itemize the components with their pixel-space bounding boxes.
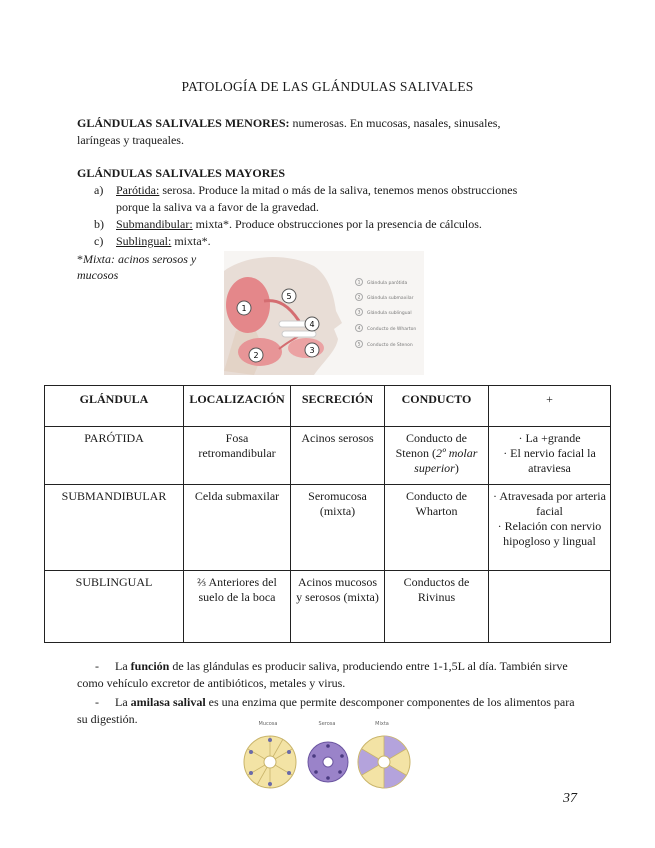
mayores-heading-text: GLÁNDULAS SALIVALES MAYORES (77, 166, 286, 180)
glands-table (44, 385, 611, 643)
cell-conducto: Conductos de Rivinus (385, 571, 489, 643)
bullet-bold: función (130, 659, 170, 673)
acini-figure (240, 716, 416, 792)
list-item (94, 233, 564, 250)
legend-label: Conducto de Wharton (367, 327, 417, 332)
bullet-pre: La (115, 695, 131, 709)
page-number: 37 (563, 791, 577, 806)
table-row (45, 427, 611, 485)
acini-illustration (240, 716, 416, 792)
conducto-text: Conducto de Stenon ( (395, 431, 467, 460)
cell-localizacion: Fosa retromandibular (184, 427, 291, 485)
anatomy-illustration (224, 251, 424, 375)
extra-line: · Relación con nervio hipogloso y lingual (497, 519, 602, 548)
item-name: Parótida: (116, 183, 160, 197)
conducto-italic: 2º molar superior (414, 446, 478, 475)
cell-secrecion: Acinos mucosos y serosos (mixta) (291, 571, 385, 643)
bullet-pre: La (115, 659, 131, 673)
table-row (45, 485, 611, 571)
cell-localizacion: Celda submaxilar (184, 485, 291, 571)
note-line-1: Mixta: acinos serosos y (83, 252, 197, 266)
figure-number: 1 (241, 304, 247, 313)
list-item (77, 658, 577, 692)
cell-conducto (385, 427, 489, 485)
item-text: serosa. Produce la mitad o más de la saliva, tenemos menos obstrucciones (159, 183, 518, 197)
table-row (45, 571, 611, 643)
legend-label: Conducto de Stenon (367, 343, 413, 348)
bullet-post: es una enzima que permite descomponer componentes de los (205, 695, 502, 709)
legend-number: 3 (357, 310, 361, 316)
bullet-cont: alimentos para su digestión. (77, 695, 575, 726)
header-glandula: GLÁNDULA (45, 386, 184, 427)
item-text: mixta*. (171, 234, 211, 248)
mayores-list (94, 182, 564, 250)
extra-line: · La +grande (518, 431, 581, 445)
menores-paragraph (77, 115, 557, 149)
figure-number: 2 (253, 351, 259, 360)
list-marker: a) (94, 183, 104, 197)
cell-localizacion: ⅔ Anteriores del suelo de la boca (184, 571, 291, 643)
bullet-bold: amilasa salival (130, 695, 206, 709)
note-line-2: mucosos (77, 268, 119, 282)
list-marker: c) (94, 234, 104, 248)
cell-glandula: SUBLINGUAL (45, 571, 184, 643)
header-localizacion: LOCALIZACIÓN (184, 386, 291, 427)
extra-line: · El nervio facial la atraviesa (503, 446, 596, 475)
item-text-2: porque la saliva va a favor de la gravedad. (116, 200, 319, 214)
legend-number: 1 (357, 280, 361, 286)
salivary-glands-figure (224, 251, 424, 375)
cell-glandula: SUBMANDIBULAR (45, 485, 184, 571)
menores-heading: GLÁNDULAS SALIVALES MENORES: (77, 116, 290, 130)
menores-text: numerosas. En mucosas, nasales, sinusales, (289, 116, 501, 130)
header-extra: + (489, 386, 611, 427)
mayores-heading (77, 165, 557, 182)
header-secrecion: SECRECIÓN (291, 386, 385, 427)
figure-number: 5 (286, 292, 292, 301)
table-header-row (45, 386, 611, 427)
cell-extra (489, 485, 611, 571)
figure-number: 3 (309, 346, 315, 355)
item-name: Submandibular: (116, 217, 193, 231)
cell-conducto: Conducto de Wharton (385, 485, 489, 571)
bullet-marker: - (95, 695, 99, 709)
bullet-post: de las glándulas es producir saliva, produciendo entre 1-1,5L al día. También (169, 659, 542, 673)
list-item (94, 216, 564, 233)
bullet-cont: sirve como vehículo excretor de antibióticos, metales y virus. (77, 659, 568, 690)
item-text: mixta*. Produce obstrucciones por la presencia de cálculos. (192, 217, 482, 231)
mixta-note (77, 251, 217, 283)
acini-label: Mixta (375, 721, 389, 727)
header-conducto: CONDUCTO (385, 386, 489, 427)
bullet-marker: - (95, 659, 99, 673)
legend-label: Glándula sublingual (367, 311, 412, 316)
legend-number: 2 (357, 295, 361, 301)
cell-secrecion: Seromucosa (mixta) (291, 485, 385, 571)
page-title: PATOLOGÍA DE LAS GLÁNDULAS SALIVALES (181, 79, 474, 94)
legend-label: Glándula submaxilar (367, 296, 414, 301)
note-star: * (77, 252, 83, 266)
list-item (94, 182, 564, 216)
legend-label: Glándula parótida (367, 281, 408, 286)
cell-extra (489, 427, 611, 485)
cell-extra (489, 571, 611, 643)
item-name: Sublingual: (116, 234, 172, 248)
figure-number: 4 (309, 320, 315, 329)
conducto-end: ) (454, 461, 459, 475)
menores-text-2: laríngeas y traqueales. (77, 133, 184, 147)
cell-secrecion: Acinos serosos (291, 427, 385, 485)
extra-line: · Atravesada por arteria facial (493, 489, 606, 518)
legend-number: 4 (357, 326, 361, 332)
list-marker: b) (94, 217, 104, 231)
acini-label: Serosa (318, 721, 336, 727)
legend-number: 5 (357, 342, 361, 348)
cell-glandula: PARÓTIDA (45, 427, 184, 485)
acini-label: Mucosa (258, 721, 278, 727)
